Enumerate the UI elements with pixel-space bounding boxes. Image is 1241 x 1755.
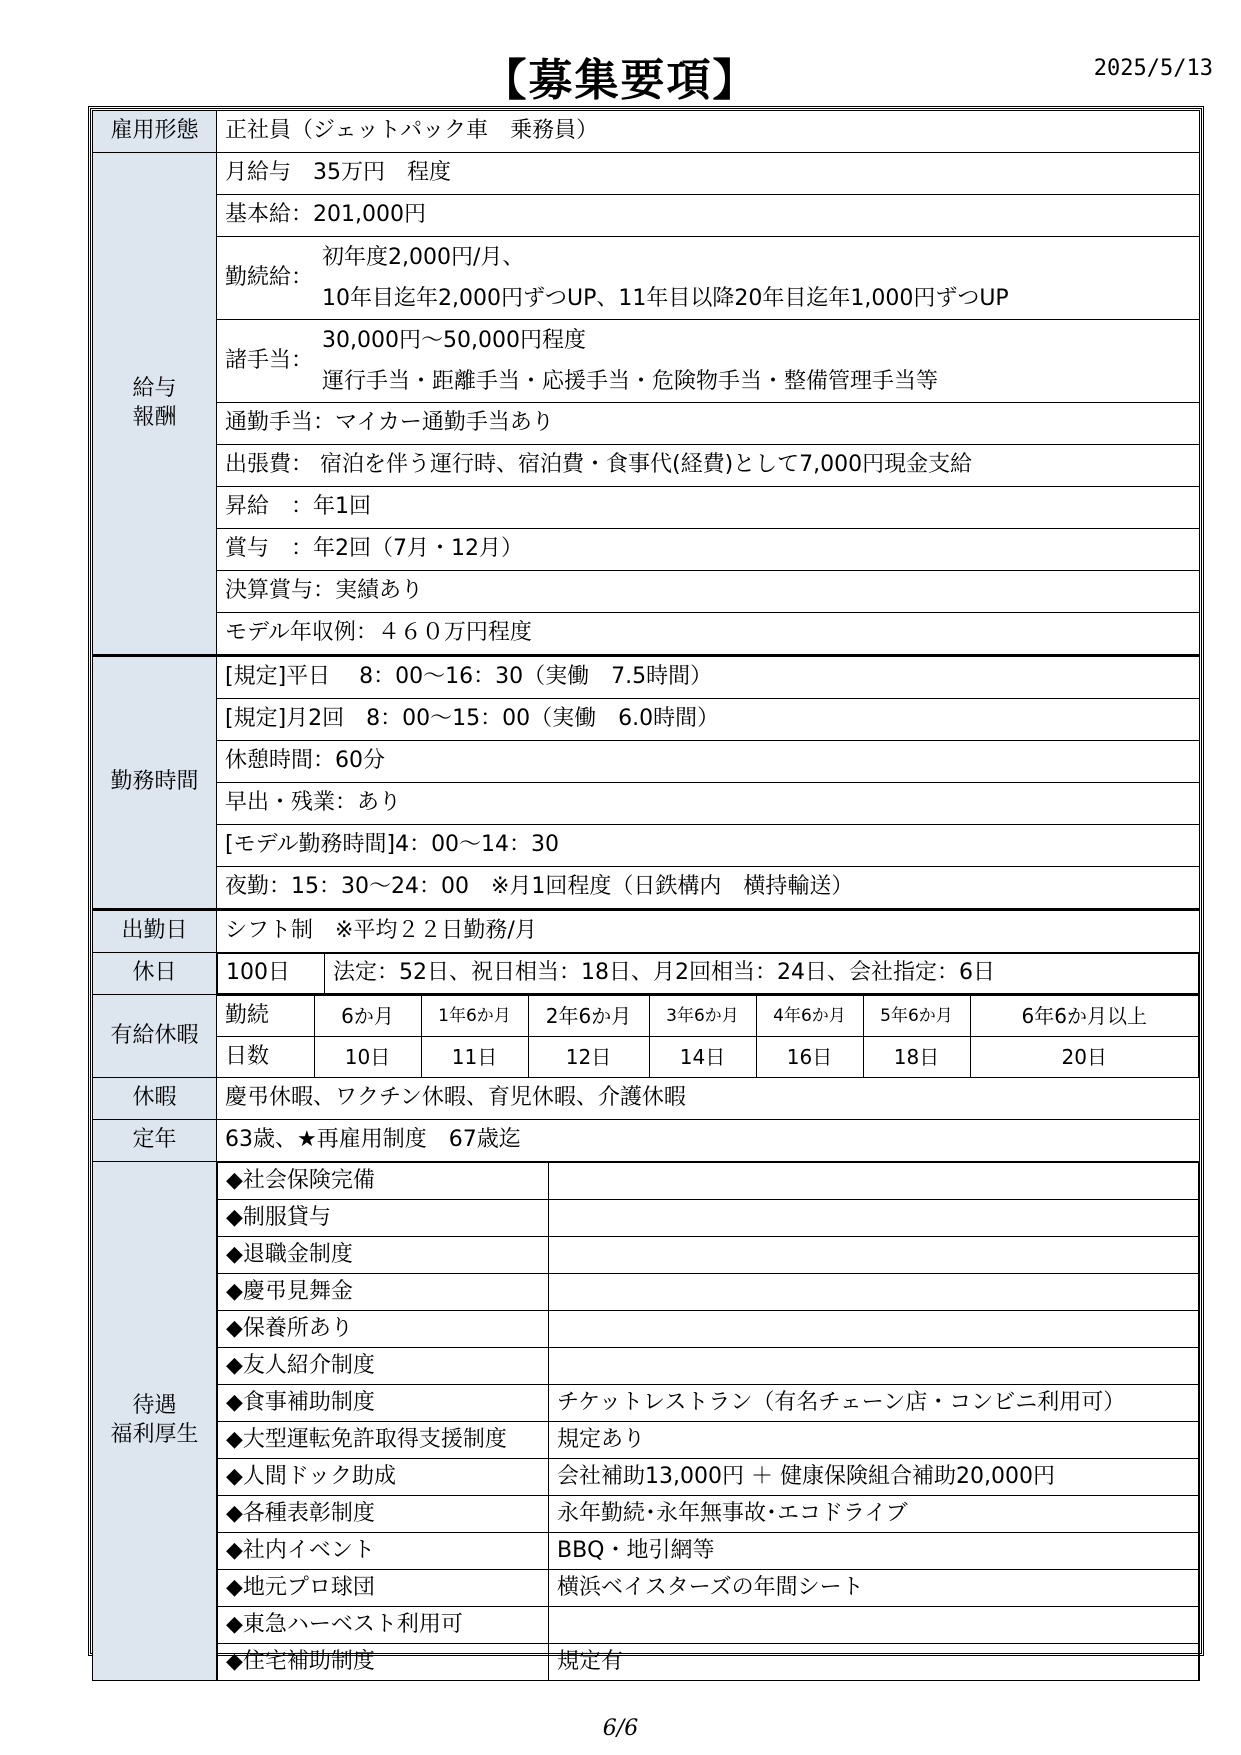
benefit-name: ◆友人紹介制度 [218,1348,549,1385]
benefit-row [218,1496,1199,1533]
benefit-name: ◆制服貸与 [218,1200,549,1237]
benefit-name: ◆保養所あり [218,1311,549,1348]
salary-tenure-label: 勤続給： [225,264,314,290]
benefit-name: ◆地元プロ球団 [218,1570,549,1607]
paid-leave-period: 5年6か月 [863,996,970,1037]
paid-leave-label: 有給休暇 [93,995,217,1078]
paid-leave-days: 16日 [756,1037,863,1078]
paid-leave-periods-row [217,996,1199,1037]
benefit-row [218,1200,1199,1237]
paid-leave-days-row [217,1037,1199,1078]
salary-allowance-line1: 30,000円～50,000円程度 [322,328,586,353]
salary-label-line1: 給与 [132,375,177,401]
holidays-total: 100日 [218,954,325,994]
benefits-label-line2: 福利厚生 [110,1422,199,1447]
paid-leave-days: 14日 [649,1037,756,1078]
paid-leave-period: 6年6か月以上 [970,996,1199,1037]
benefit-row [218,1459,1199,1496]
benefit-row [218,1237,1199,1274]
benefit-note [549,1274,1199,1311]
benefit-row [218,1422,1199,1459]
salary-trip: 出張費： 宿泊を伴う運行時、宿泊費・食事代(経費)として7,000円現金支給 [217,445,1200,487]
benefit-name: ◆社内イベント [218,1533,549,1570]
benefit-note: BBQ・地引網等 [549,1533,1199,1570]
benefit-row [218,1607,1199,1644]
work-hours-overtime: 早出・残業：あり [217,783,1200,825]
benefit-row [218,1533,1199,1570]
paid-leave-period: 2年6か月 [528,996,649,1037]
benefit-name: ◆人間ドック助成 [218,1459,549,1496]
paid-leave-period: 1年6か月 [421,996,528,1037]
benefit-row [218,1274,1199,1311]
salary-monthly-row [93,153,1200,195]
salary-allowance-line2: 運行手当・距離手当・応援手当・危険物手当・整備管理手当等 [322,369,939,394]
benefit-row [218,1311,1199,1348]
benefits-label-line1: 待遇 [132,1393,177,1419]
paid-leave-table [217,995,1199,1077]
paid-leave-days: 20日 [970,1037,1199,1078]
benefit-note [549,1237,1199,1274]
holidays-detail: 法定：52日、祝日相当：18日、月2回相当：24日、会社指定：6日 [325,954,1199,994]
page-title: 【募集要項】 [482,55,759,106]
work-hours-model: [モデル勤務時間]4：00～14：30 [217,825,1200,867]
benefit-row [218,1348,1199,1385]
holidays-label: 休日 [93,953,217,995]
benefit-row [218,1570,1199,1607]
benefit-note [549,1163,1199,1200]
salary-label [93,153,217,656]
work-hours-label: 勤務時間 [93,656,217,910]
page-number: 6/6 [602,1716,639,1741]
salary-settlement-bonus: 決算賞与：実績あり [217,571,1200,613]
leave-value: 慶弔休暇、ワクチン休暇、育児休暇、介護休暇 [217,1078,1200,1120]
benefit-note [549,1348,1199,1385]
benefit-row [218,1163,1199,1200]
benefit-row [218,1644,1199,1681]
salary-tenure [217,237,1200,320]
salary-allowance [217,320,1200,403]
attendance-label: 出勤日 [93,910,217,953]
paid-leave-period: 4年6か月 [756,996,863,1037]
benefits-table [217,1162,1199,1680]
benefit-note: 規定あり [549,1422,1199,1459]
leave-label: 休暇 [93,1078,217,1120]
benefit-row [218,1385,1199,1422]
paid-leave-period: 3年6か月 [649,996,756,1037]
salary-monthly: 月給与 35万円 程度 [217,153,1200,195]
benefit-note: 会社補助13,000円 ＋ 健康保険組合補助20,000円 [549,1459,1199,1496]
salary-base: 基本給：201,000円 [217,195,1200,237]
retirement-value: 63歳、★再雇用制度 67歳迄 [217,1120,1200,1162]
paid-leave-days: 12日 [528,1037,649,1078]
work-hours-break: 休憩時間：60分 [217,741,1200,783]
benefits-label [93,1162,217,1681]
paid-leave-days: 11日 [421,1037,528,1078]
benefit-name: ◆各種表彰制度 [218,1496,549,1533]
salary-label-line2: 報酬 [132,404,177,430]
paid-leave-days: 18日 [863,1037,970,1078]
salary-commute: 通勤手当：マイカー通勤手当あり [217,403,1200,445]
employment-value: 正社員（ジェットパック車 乗務員） [217,111,1200,153]
benefit-note: チケットレストラン（有名チェーン店・コンビニ利用可） [549,1385,1199,1422]
work-hours-twice-monthly: [規定]月2回 8：00～15：00（実働 6.0時間） [217,699,1200,741]
work-hours-night: 夜勤：15：30～24：00 ※月1回程度（日鉄構内 横持輸送） [217,867,1200,910]
benefit-note: 規定有 [549,1644,1199,1681]
attendance-value: シフト制 ※平均２２日勤務/月 [217,910,1200,953]
benefit-name: ◆住宅補助制度 [218,1644,549,1681]
employment-row [93,111,1200,153]
benefit-note [549,1607,1199,1644]
benefit-note [549,1200,1199,1237]
document-date: 2025/5/13 [1093,56,1213,81]
salary-raise: 昇給 ：年1回 [217,487,1200,529]
salary-tenure-line2: 10年目迄年2,000円ずつUP、11年目以降20年目迄年1,000円ずつUP [322,286,1009,311]
benefit-note: 横浜ベイスターズの年間シート [549,1570,1199,1607]
benefit-name: ◆社会保険完備 [218,1163,549,1200]
recruitment-table [92,110,1200,1681]
paid-leave-row2-label: 日数 [217,1037,314,1078]
benefit-name: ◆大型運転免許取得支援制度 [218,1422,549,1459]
benefit-name: ◆退職金制度 [218,1237,549,1274]
benefit-name: ◆食事補助制度 [218,1385,549,1422]
benefit-note: 永年勤続･永年無事故･エコドライブ [549,1496,1199,1533]
benefit-name: ◆東急ハーベスト利用可 [218,1607,549,1644]
employment-label: 雇用形態 [93,111,217,153]
salary-allowance-label: 諸手当： [225,347,314,373]
salary-bonus: 賞与 ：年2回（7月・12月） [217,529,1200,571]
paid-leave-days: 10日 [314,1037,421,1078]
salary-tenure-line1: 初年度2,000円/月、 [322,245,525,270]
benefit-note [549,1311,1199,1348]
retirement-label: 定年 [93,1120,217,1162]
paid-leave-row1-label: 勤続 [217,996,314,1037]
paid-leave-period: 6か月 [314,996,421,1037]
benefit-name: ◆慶弔見舞金 [218,1274,549,1311]
work-hours-weekday: [規定]平日 8：00～16：30（実働 7.5時間） [217,656,1200,699]
salary-model-income: モデル年収例：４６０万円程度 [217,613,1200,656]
